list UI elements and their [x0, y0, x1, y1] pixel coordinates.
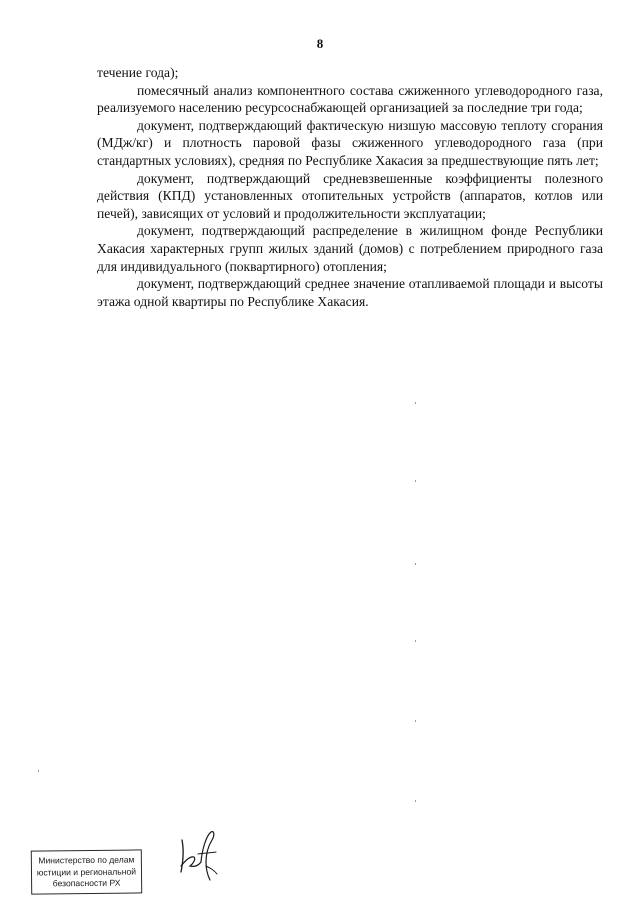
scan-speck	[415, 402, 416, 404]
scan-speck	[415, 720, 416, 722]
paragraph-apartment-area: документ, подтверждающий среднее значение отапливаемой площади и высоты этажа одной квартиры по Республике Хакасия.	[97, 276, 603, 309]
scan-speck	[415, 480, 416, 482]
stamp-line: юстиции и региональной	[36, 865, 137, 878]
document-body	[97, 64, 603, 310]
paragraph-gas-composition: помесячный анализ компонентного состава сжиженного углеводородного газа, реализуемого населению ресурсоснабжающей организацией за последние три года;	[97, 82, 603, 116]
stamp-line: безопасности РХ	[52, 877, 121, 889]
ministry-stamp	[31, 849, 142, 894]
paragraph-continuation: течение года);	[97, 65, 179, 80]
paragraph-efficiency: документ, подтверждающий средневзвешенные коэффициенты полезного действия (КПД) установленных отопительных устройств (аппаратов, котлов или печей), зависящих от условий и продолжительности эксплуатации;	[97, 170, 603, 221]
scan-speck	[415, 640, 416, 642]
handwritten-signature	[176, 826, 224, 882]
stamp-line: Министерство по делам	[38, 854, 135, 866]
paragraph-housing-distribution: документ, подтверждающий распределение в жилищном фонде Республики Хакасия характерных групп жилых зданий (домов) с потреблением природного газа для индивидуального (поквартирного) отопления;	[97, 223, 603, 274]
scan-speck	[415, 563, 416, 565]
paragraph-heat-value: документ, подтверждающий фактическую низшую массовую теплоту сгорания (МДж/кг) и плотность паровой фазы сжиженного углеводородного газа (при стандартных условиях), средняя по Республике Хакасия за предшествующие пять лет;	[97, 117, 603, 168]
page-number: 8	[316, 36, 324, 51]
scan-speck	[415, 800, 416, 802]
scan-speck	[38, 770, 39, 772]
